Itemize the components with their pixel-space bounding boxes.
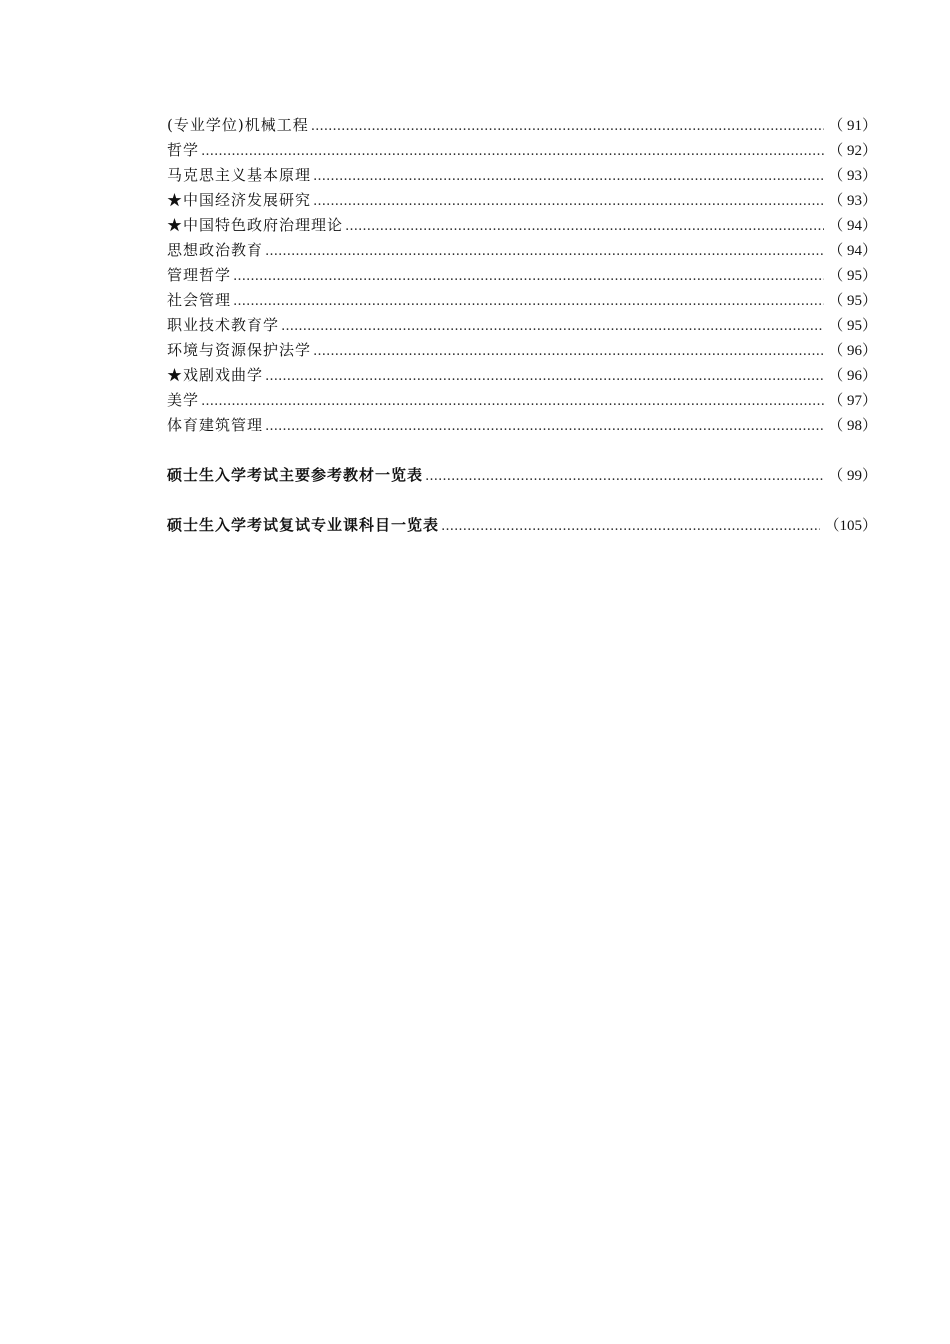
toc-entry[interactable] <box>167 313 877 338</box>
toc-entry-page: （ 95） <box>828 268 877 284</box>
toc-entry-page: （ 95） <box>828 293 877 309</box>
dot-leader <box>313 164 824 189</box>
toc-entry-title: ★戏剧戏曲学 <box>167 366 264 384</box>
toc-entry[interactable] <box>167 338 877 363</box>
toc-entry-page: （ 93） <box>828 193 877 209</box>
dot-leader <box>441 514 820 539</box>
toc-entry-title: ★中国特色政府治理理论 <box>167 216 344 234</box>
toc-entry-title: 管理哲学 <box>167 266 232 284</box>
dot-leader <box>425 464 824 489</box>
toc-entry[interactable] <box>167 113 877 138</box>
toc-entry[interactable] <box>167 213 877 238</box>
dot-leader <box>281 314 824 339</box>
toc-entry-title: 职业技术教育学 <box>167 316 280 334</box>
toc-entry-title: 哲学 <box>167 141 200 159</box>
section-spacer <box>167 438 877 463</box>
dot-leader <box>345 214 824 239</box>
toc-entry-title: 环境与资源保护法学 <box>167 341 312 359</box>
dot-leader <box>265 364 824 389</box>
table-of-contents <box>167 113 877 538</box>
toc-entry-page: （ 92） <box>828 143 877 159</box>
toc-entry-page: （ 93） <box>828 168 877 184</box>
toc-major-entry[interactable] <box>167 463 877 488</box>
toc-major-entry-title: 硕士生入学考试主要参考教材一览表 <box>167 466 424 484</box>
toc-entry-page: （ 94） <box>828 243 877 259</box>
toc-entry-title: 马克思主义基本原理 <box>167 166 312 184</box>
toc-entry-title: 思想政治教育 <box>167 241 264 259</box>
toc-entry[interactable] <box>167 263 877 288</box>
toc-entry[interactable] <box>167 363 877 388</box>
dot-leader <box>201 389 824 414</box>
dot-leader <box>313 339 824 364</box>
toc-entry-title: 社会管理 <box>167 291 232 309</box>
toc-entry-page: （ 91） <box>828 118 877 134</box>
toc-entry[interactable] <box>167 388 877 413</box>
toc-entry-page: （ 96） <box>828 343 877 359</box>
toc-entry-title: (专业学位)机械工程 <box>167 116 309 134</box>
toc-entry-page: （ 96） <box>828 368 877 384</box>
dot-leader <box>313 189 824 214</box>
toc-entry-title: 美学 <box>167 391 200 409</box>
toc-major-entry-title: 硕士生入学考试复试专业课科目一览表 <box>167 516 440 534</box>
dot-leader <box>201 139 824 164</box>
toc-entry[interactable] <box>167 138 877 163</box>
toc-major-entry-page: （ 99） <box>828 468 877 484</box>
toc-major-entry[interactable] <box>167 513 877 538</box>
dot-leader <box>265 414 824 439</box>
toc-entry-page: （ 98） <box>828 418 877 434</box>
toc-entry-page: （ 97） <box>828 393 877 409</box>
toc-entry-title: 体育建筑管理 <box>167 416 264 434</box>
toc-entry[interactable] <box>167 188 877 213</box>
section-spacer <box>167 488 877 513</box>
dot-leader <box>311 114 825 139</box>
toc-entry-page: （ 94） <box>828 218 877 234</box>
toc-entry[interactable] <box>167 288 877 313</box>
toc-entry-title: ★中国经济发展研究 <box>167 191 312 209</box>
dot-leader <box>233 289 824 314</box>
dot-leader <box>233 264 824 289</box>
toc-entry[interactable] <box>167 238 877 263</box>
toc-major-entry-page: （105） <box>824 518 877 534</box>
toc-entry[interactable] <box>167 163 877 188</box>
toc-entry[interactable] <box>167 413 877 438</box>
dot-leader <box>265 239 824 264</box>
toc-entry-page: （ 95） <box>828 318 877 334</box>
